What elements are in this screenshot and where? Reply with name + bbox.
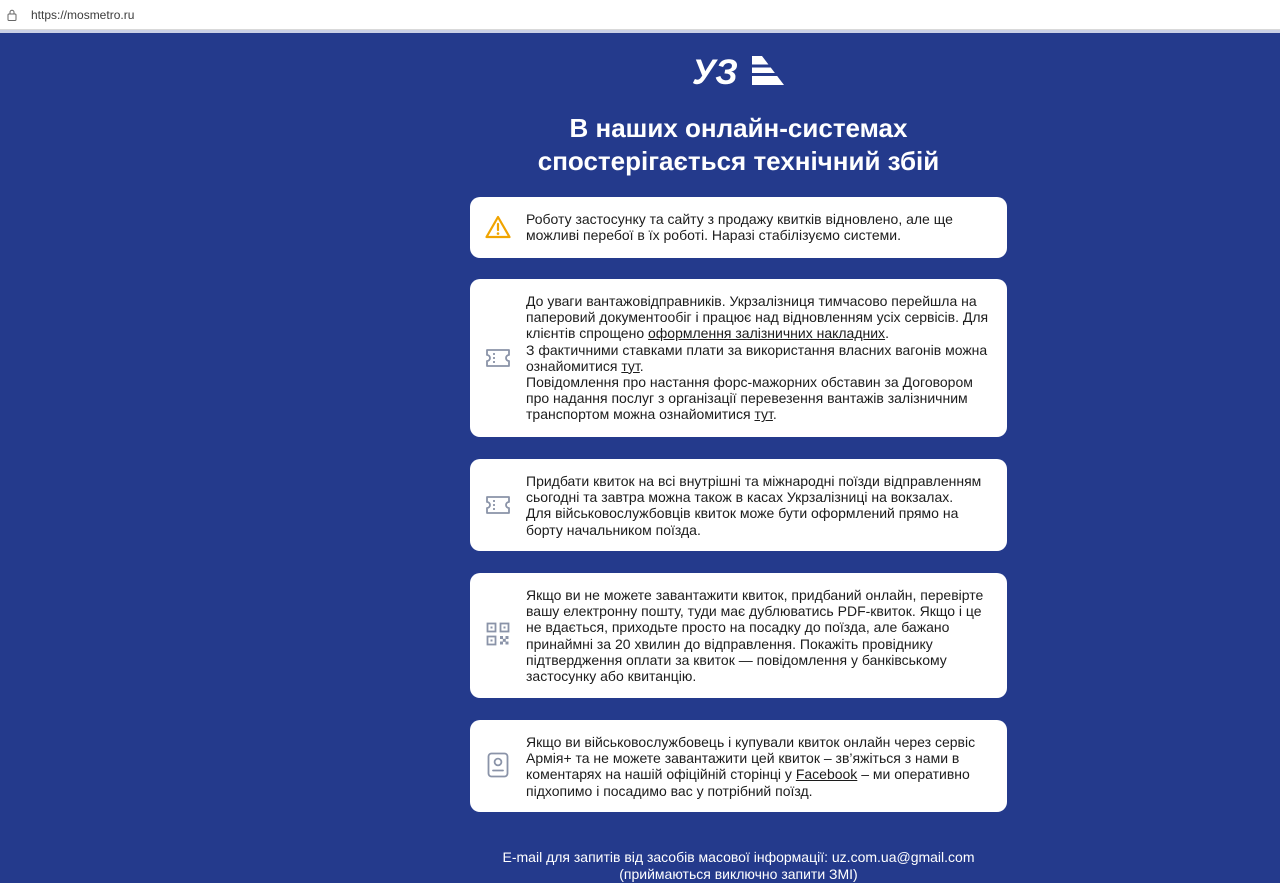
notice-text: До уваги вантажовідправників. Укрзалізниця тимчасово перейшла на паперовий документообіг і працює над відновленням усіх сервісів. Для клієнтів спрощено оформлення залізничних накладних. (526, 293, 989, 342)
url-text[interactable]: https://mosmetro.ru (31, 7, 135, 22)
page-body (0, 33, 1280, 882)
notice-text: Якщо ви не можете завантажити квиток, придбаний онлайн, перевірте вашу електронну пошту, туди має дублюватись PDF-квиток. Якщо і це не вдається, приходьте просто на посадку до поїзда, але бажано принаймні за 20 хвилин до відправлення. Покажіть провіднику підтвердження оплати за квиток — повідомлення у банківському застосунку або квитанцію. (526, 587, 984, 685)
id-badge-icon (485, 752, 511, 778)
waybill-link[interactable]: оформлення залізничних накладних (648, 325, 886, 342)
notice-card-military (470, 720, 1007, 812)
facebook-link[interactable]: Facebook (795, 766, 858, 783)
ticket-icon (485, 492, 511, 518)
notice-text: Придбати квиток на всі внутрішні та міжнародні поїзди відправленням сьогодні та завтра можна також в касах Укрзалізниці на вокзалах. (526, 473, 982, 506)
ticket-icon (485, 345, 511, 371)
address-bar[interactable] (0, 0, 1280, 30)
notice-text: Якщо ви військовослужбовець і купували квиток онлайн через сервіс Армія+ та не можете завантажити цей квиток – зв’яжіться з нами в коментарях на нашій офіційній сторінці у Facebook – ми оперативно підхопимо і посадимо вас у потрібний поїзд. (526, 734, 976, 799)
notice-card-freight (470, 279, 1007, 437)
notice-text: Роботу застосунку та сайту з продажу квитків відновлено, але ще (526, 211, 953, 227)
page-title-line-2: спостерігається технічний збій (537, 146, 940, 176)
notice-card-app-restored (470, 197, 1007, 258)
notice-text: Повідомлення про настання форс-мажорних обставин за Договором про надання послуг з організації перевезення вантажів залізничним транспортом можна ознайомитися тут. (526, 374, 973, 423)
page-title-line-1: В наших онлайн-системах (569, 113, 908, 143)
lock-icon[interactable] (6, 8, 18, 22)
notice-text: Для військовослужбовців квиток може бути оформлений прямо на борту начальником поїзда. (526, 505, 959, 538)
warning-icon (485, 214, 511, 240)
rates-link[interactable]: тут (621, 357, 640, 374)
uz-logo (692, 53, 784, 87)
force-majeure-link[interactable]: тут (754, 406, 773, 423)
qr-code-icon (485, 621, 511, 647)
media-contact (470, 849, 1007, 883)
notice-card-pdf-ticket (470, 573, 1007, 698)
media-email-text[interactable]: E-mail для запитів від засобів масової інформації: uz.com.ua@gmail.com (502, 849, 975, 865)
svg-text:УЗ: УЗ (692, 53, 738, 87)
notice-text: З фактичними ставками плати за використання власних вагонів можна ознайомитися тут. (526, 341, 988, 374)
media-note: (приймаються виключно запити ЗМІ) (619, 866, 858, 882)
page-title (470, 112, 1007, 178)
notice-text: можливі перебої в їх роботі. Наразі стабілізуємо системи. (526, 227, 901, 244)
notice-card-ticket-offices (470, 459, 1007, 551)
